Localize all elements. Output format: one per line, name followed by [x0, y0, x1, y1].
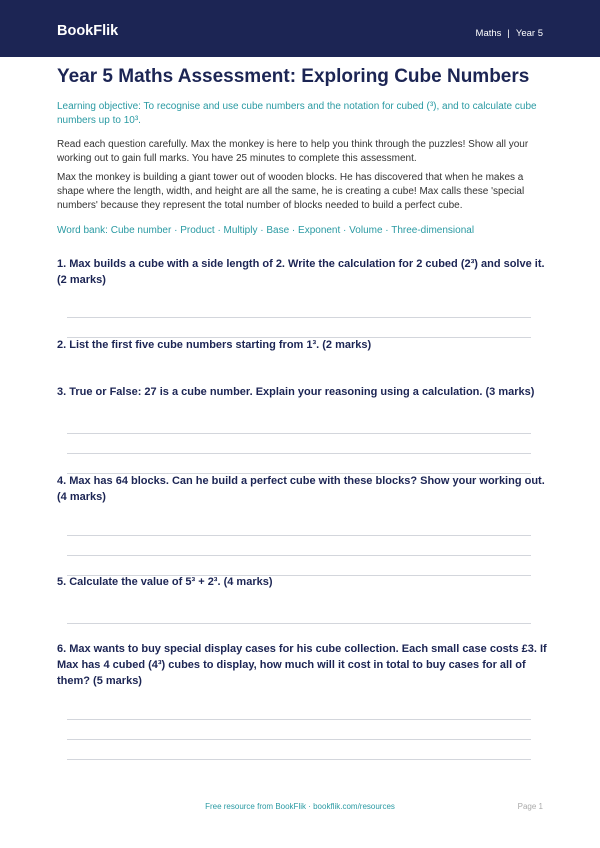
page-title: Year 5 Maths Assessment: Exploring Cube Numbers — [57, 66, 530, 87]
answer-line[interactable] — [67, 719, 531, 720]
breadcrumb-year: Year 5 — [515, 28, 543, 39]
breadcrumb-separator: | — [507, 28, 510, 39]
answer-line[interactable] — [67, 739, 531, 740]
brand-logo: BookFlik — [57, 23, 119, 39]
question-5: 5. Calculate the value of 5³ + 2³. (4 marks) — [57, 576, 273, 588]
answer-line[interactable] — [67, 623, 531, 624]
answer-line[interactable] — [67, 535, 531, 536]
question-3: 3. True or False: 27 is a cube number. Explain your reasoning using a calculation. (3 marks) — [57, 386, 535, 398]
learning-objective: Learning objective: To recognise and use cube numbers and the notation for cubed (³), and to calculate cube numbers up to 10³. — [57, 101, 537, 126]
question-4: 4. Max has 64 blocks. Can he build a perfect cube with these blocks? Show your working out. (4 marks) — [57, 475, 545, 503]
answer-line[interactable] — [67, 555, 531, 556]
answer-line[interactable] — [67, 453, 531, 454]
question-6: 6. Max wants to buy special display cases for his cube collection. Each small case costs £3. If Max has 4 cubed (4³) cubes to display, how much will it cost in total to buy cases for all of them? (5 marks) — [57, 643, 547, 687]
answer-line[interactable] — [67, 433, 531, 434]
question-2: 2. List the first five cube numbers starting from 1³. (2 marks) — [57, 339, 372, 351]
story-paragraph: Max the monkey is building a giant tower out of wooden blocks. He has discovered that when he makes a shape where the length, width, and height are all the same, he is creating a cube! Max calls these 'special numbers' because they represent the total number of blocks needed to build a perfect cube. — [57, 172, 525, 211]
page-header — [0, 0, 600, 57]
answer-line[interactable] — [67, 759, 531, 760]
breadcrumb — [476, 28, 543, 39]
breadcrumb-subject: Maths — [475, 28, 502, 39]
question-1: 1. Max builds a cube with a side length of 2. Write the calculation for 2 cubed (2³) and solve it. (2 marks) — [57, 258, 545, 286]
intro-paragraph: Read each question carefully. Max the monkey is here to help you think through the puzzles! Show all your working out to gain full marks. You have 25 minutes to complete this assessment. — [57, 139, 529, 164]
answer-line[interactable] — [67, 317, 531, 318]
word-bank: Word bank: Cube number · Product · Multiply · Base · Exponent · Volume · Three-dimensional — [57, 225, 475, 236]
page-number: Page 1 — [517, 802, 543, 811]
footer-credit: Free resource from BookFlik · bookflik.com/resources — [205, 802, 395, 811]
